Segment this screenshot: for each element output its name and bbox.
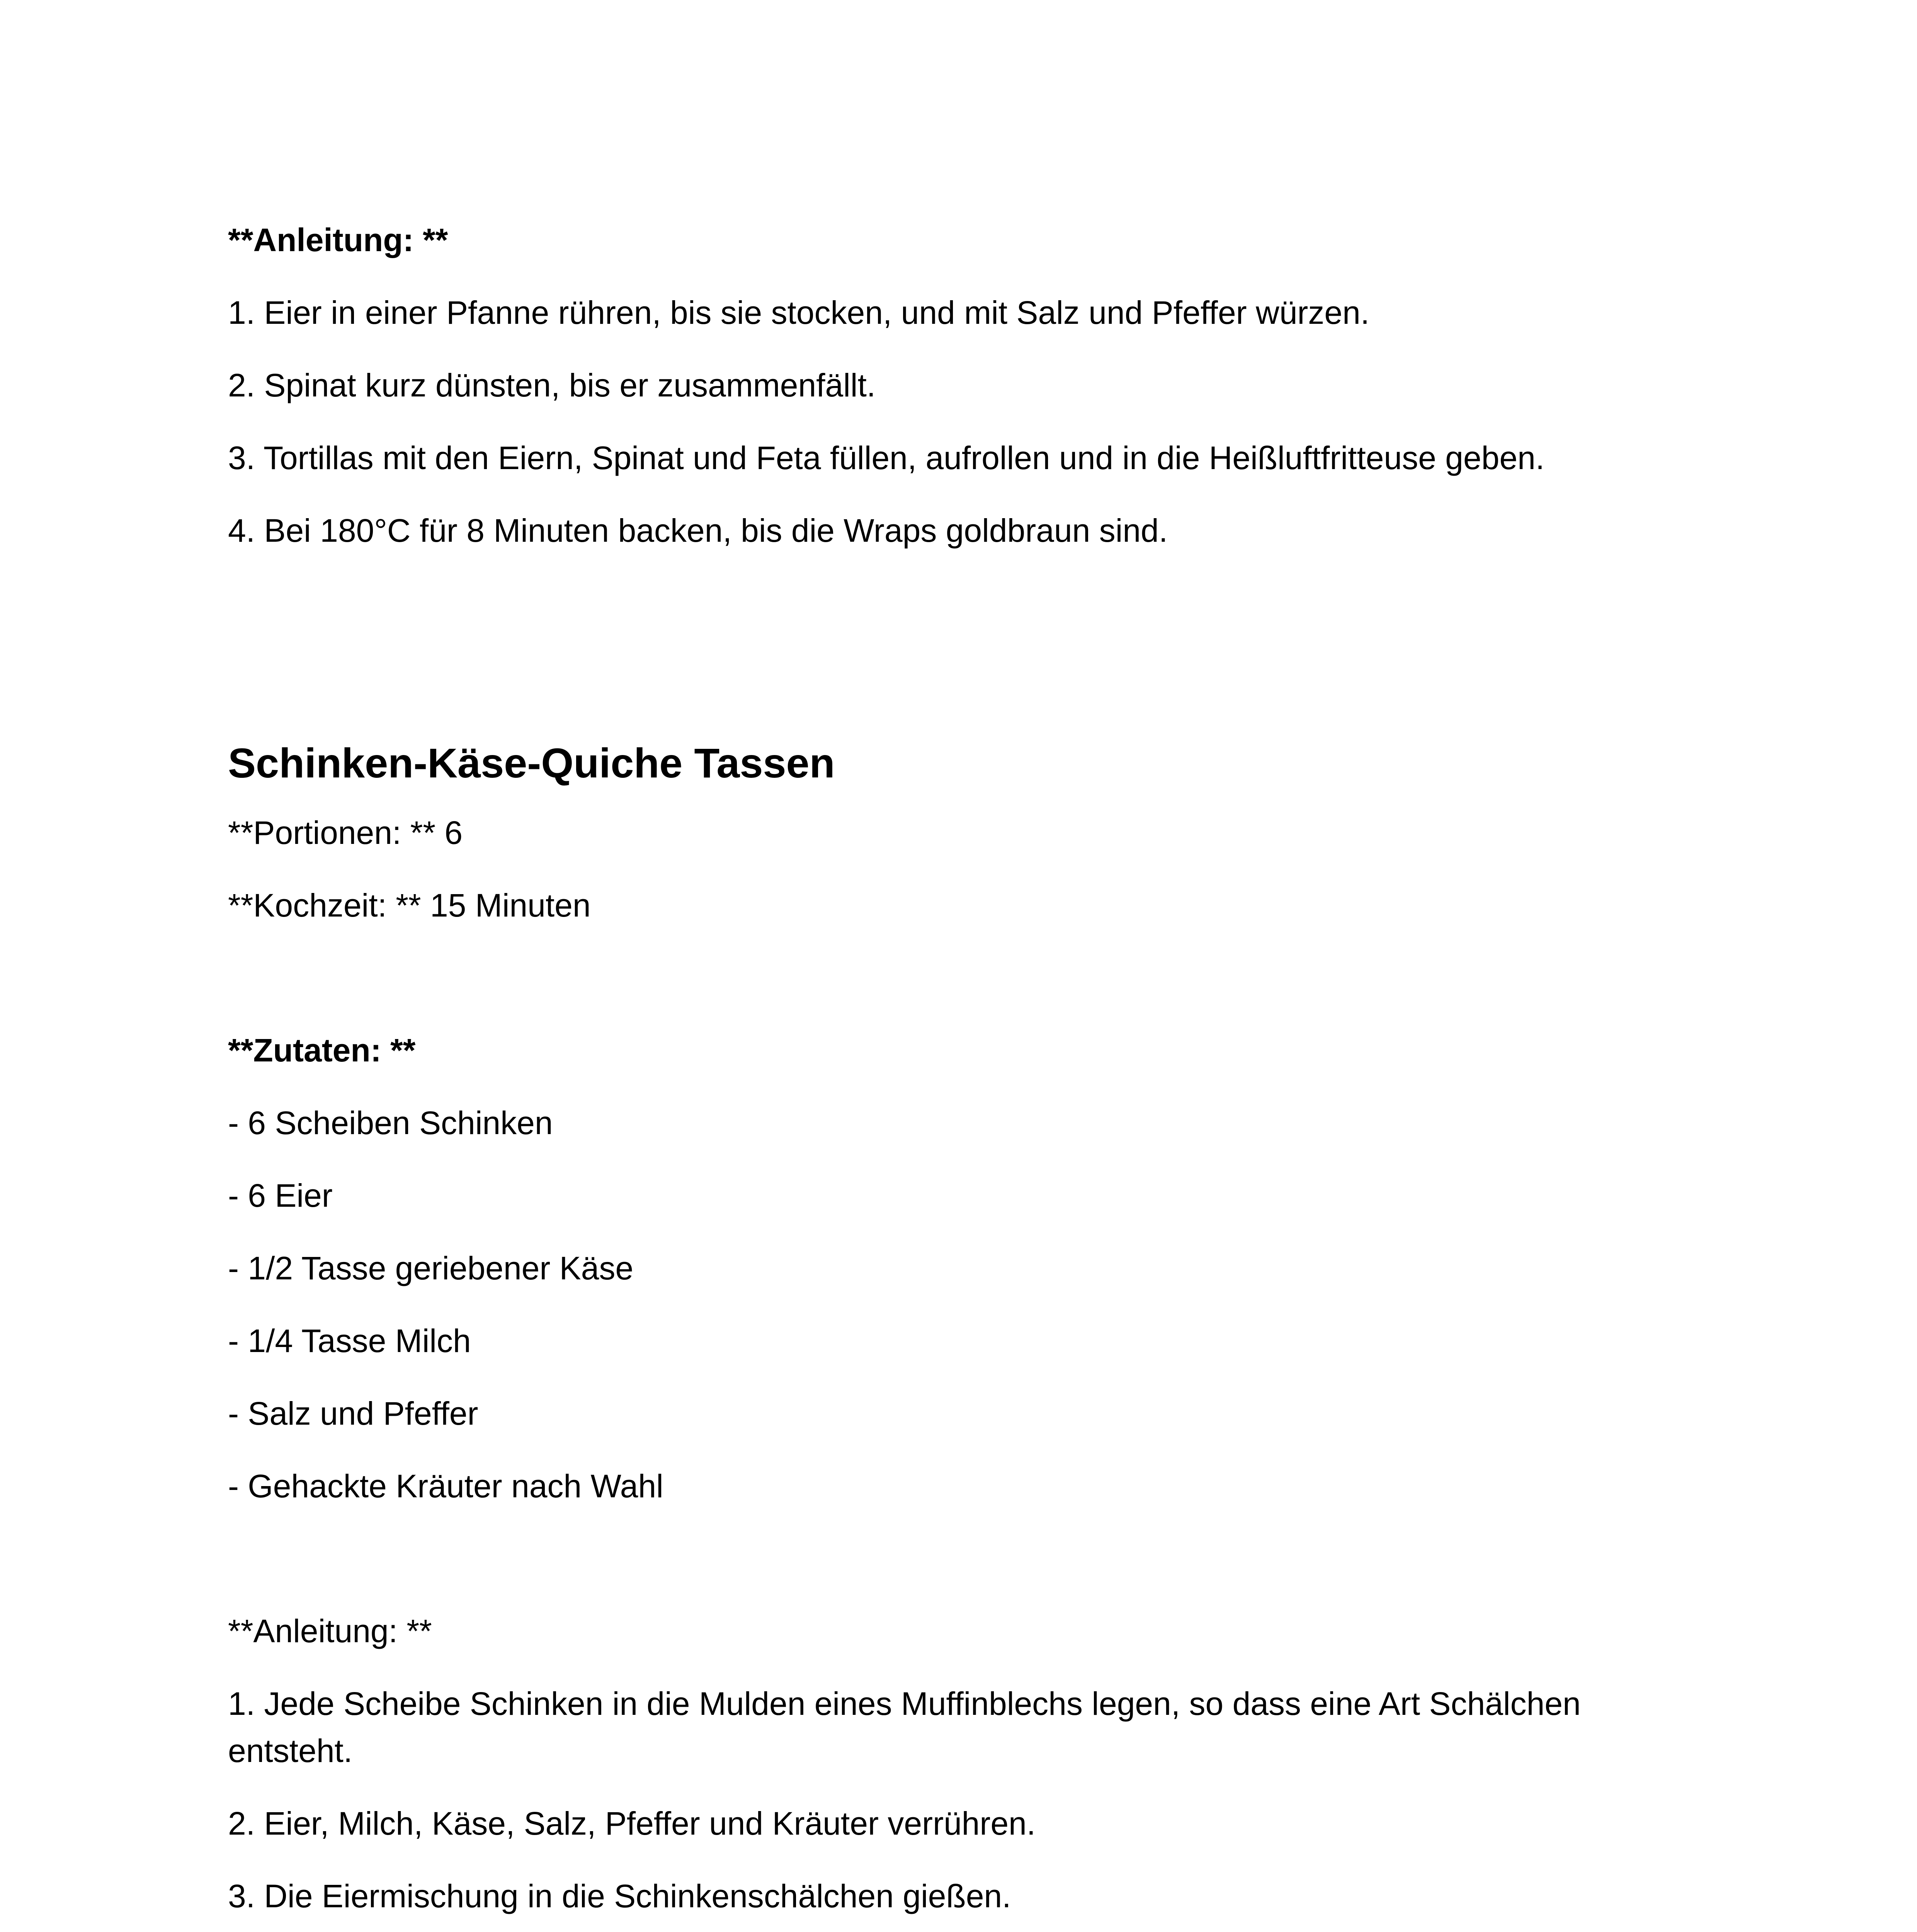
instruction-step: 2. Spinat kurz dünsten, bis er zusammenfällt. <box>228 367 876 403</box>
instruction-step: 3. Tortillas mit den Eiern, Spinat und Feta füllen, aufrollen und in die Heißluftfritteuse geben. <box>228 440 1545 476</box>
instructions-heading-2: **Anleitung: ** <box>228 1613 432 1649</box>
ingredient-item: - 6 Eier <box>228 1177 333 1214</box>
page-content <box>228 216 1696 1932</box>
recipe-title: Schinken-Käse-Quiche Tassen <box>228 740 835 786</box>
instruction-step: 1. Jede Scheibe Schinken in die Mulden eines Muffinblechs legen, so dass eine Art Schälchen entsteht. <box>228 1685 1581 1769</box>
servings-line: **Portionen: ** 6 <box>228 815 463 851</box>
instructions-heading-1: **Anleitung: ** <box>228 222 448 258</box>
ingredients-heading: **Zutaten: ** <box>228 1032 416 1068</box>
ingredient-item: - 1/4 Tasse Milch <box>228 1323 471 1359</box>
instruction-step: 4. Bei 180°C für 8 Minuten backen, bis die Wraps goldbraun sind. <box>228 512 1168 549</box>
instruction-step: 2. Eier, Milch, Käse, Salz, Pfeffer und Kräuter verrühren. <box>228 1805 1036 1842</box>
ingredient-item: - 1/2 Tasse geriebener Käse <box>228 1250 634 1286</box>
instructions-list-2 <box>228 1680 1696 1932</box>
ingredient-item: - 6 Scheiben Schinken <box>228 1105 553 1141</box>
instructions-list-1 <box>228 289 1696 554</box>
cook-time-line: **Kochzeit: ** 15 Minuten <box>228 887 591 923</box>
instruction-step: 1. Eier in einer Pfanne rühren, bis sie stocken, und mit Salz und Pfeffer würzen. <box>228 294 1370 331</box>
instruction-step: 3. Die Eiermischung in die Schinkenschälchen gießen. <box>228 1878 1011 1914</box>
ingredient-item: - Gehackte Kräuter nach Wahl <box>228 1468 663 1504</box>
ingredient-item: - Salz und Pfeffer <box>228 1395 478 1432</box>
ingredients-list <box>228 1099 1696 1510</box>
